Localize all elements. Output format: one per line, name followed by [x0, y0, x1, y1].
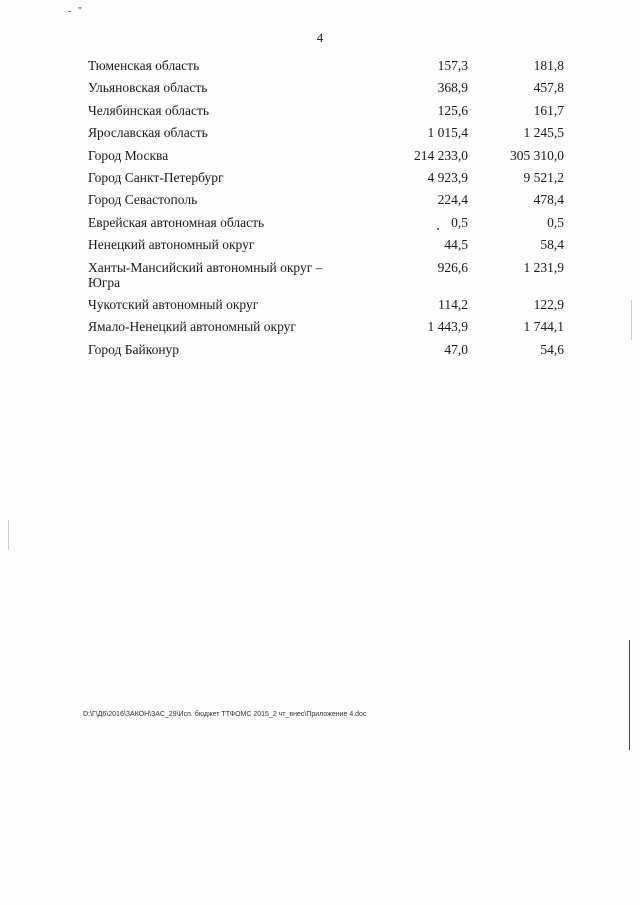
value-column-1: 214 233,0	[414, 147, 468, 163]
value-column-1: 224,4	[437, 192, 468, 208]
region-name: Челябинская область	[88, 102, 210, 118]
value-column-2: 122,9	[533, 296, 564, 312]
region-name: Город Севастополь	[88, 192, 198, 208]
region-name: Ханты-Мансийский автономный округ – Югра	[88, 259, 323, 290]
region-name: Город Москва	[88, 147, 169, 163]
table-row	[88, 260, 568, 290]
scan-artifact-dot	[437, 228, 439, 230]
regions-table	[88, 58, 568, 364]
table-row	[88, 297, 568, 312]
region-name: Тюменская область	[88, 58, 200, 73]
region-name: Ямало-Ненецкий автономный округ	[88, 319, 296, 335]
value-column-2: 1 231,9	[523, 259, 564, 275]
table-row	[88, 192, 568, 207]
region-name: Ненецкий автономный округ	[88, 237, 255, 253]
corner-mark: - "	[68, 6, 84, 17]
table-row	[88, 125, 568, 140]
region-name: Чукотский автономный округ	[88, 296, 259, 312]
value-column-1: 47,0	[444, 341, 468, 357]
value-column-2: 305 310,0	[510, 147, 564, 163]
table-row	[88, 58, 568, 73]
scan-artifact-line	[8, 520, 9, 550]
value-column-1: 157,3	[437, 58, 468, 73]
value-column-2: 161,7	[533, 102, 564, 118]
region-name: Город Санкт-Петербург	[88, 169, 224, 185]
table-row	[88, 319, 568, 334]
value-column-2: 9 521,2	[523, 169, 564, 185]
value-column-2: 54,6	[540, 341, 564, 357]
table-row	[88, 170, 568, 185]
value-column-2: 1 245,5	[523, 125, 564, 141]
scan-artifact-line	[631, 300, 632, 340]
value-column-2: 478,4	[533, 192, 564, 208]
scan-artifact-line	[629, 640, 630, 750]
region-name: Еврейская автономная область	[88, 214, 265, 230]
table-row	[88, 103, 568, 118]
value-column-1: 1 015,4	[427, 125, 468, 141]
value-column-1: 1 443,9	[427, 319, 468, 335]
value-column-1: 926,6	[437, 259, 468, 275]
value-column-1: 125,6	[437, 102, 468, 118]
value-column-1: 114,2	[438, 296, 468, 312]
value-column-2: 181,8	[533, 58, 564, 73]
value-column-2: 0,5	[547, 214, 564, 230]
footer-file-path: D:\Г\Д6\2016\ЗАКОН\ЗАС_29\Исп. бюджет ТТФОМС 2015_2 чт_внес\Приложение 4.doc	[83, 711, 367, 718]
region-name: Ульяновская область	[88, 80, 208, 96]
value-column-1: 44,5	[444, 237, 468, 253]
value-column-1: 368,9	[437, 80, 468, 96]
region-name: Ярославская область	[88, 125, 208, 141]
table-row	[88, 342, 568, 357]
table-row	[88, 80, 568, 95]
value-column-2: 58,4	[540, 237, 564, 253]
table-row	[88, 215, 568, 230]
value-column-2: 1 744,1	[523, 319, 564, 335]
table-row	[88, 237, 568, 252]
value-column-1: 0,5	[451, 214, 468, 230]
region-name: Город Байконур	[88, 341, 180, 357]
page-number: 4	[316, 30, 324, 45]
table-row	[88, 148, 568, 163]
value-column-1: 4 923,9	[427, 169, 468, 185]
value-column-2: 457,8	[533, 80, 564, 96]
